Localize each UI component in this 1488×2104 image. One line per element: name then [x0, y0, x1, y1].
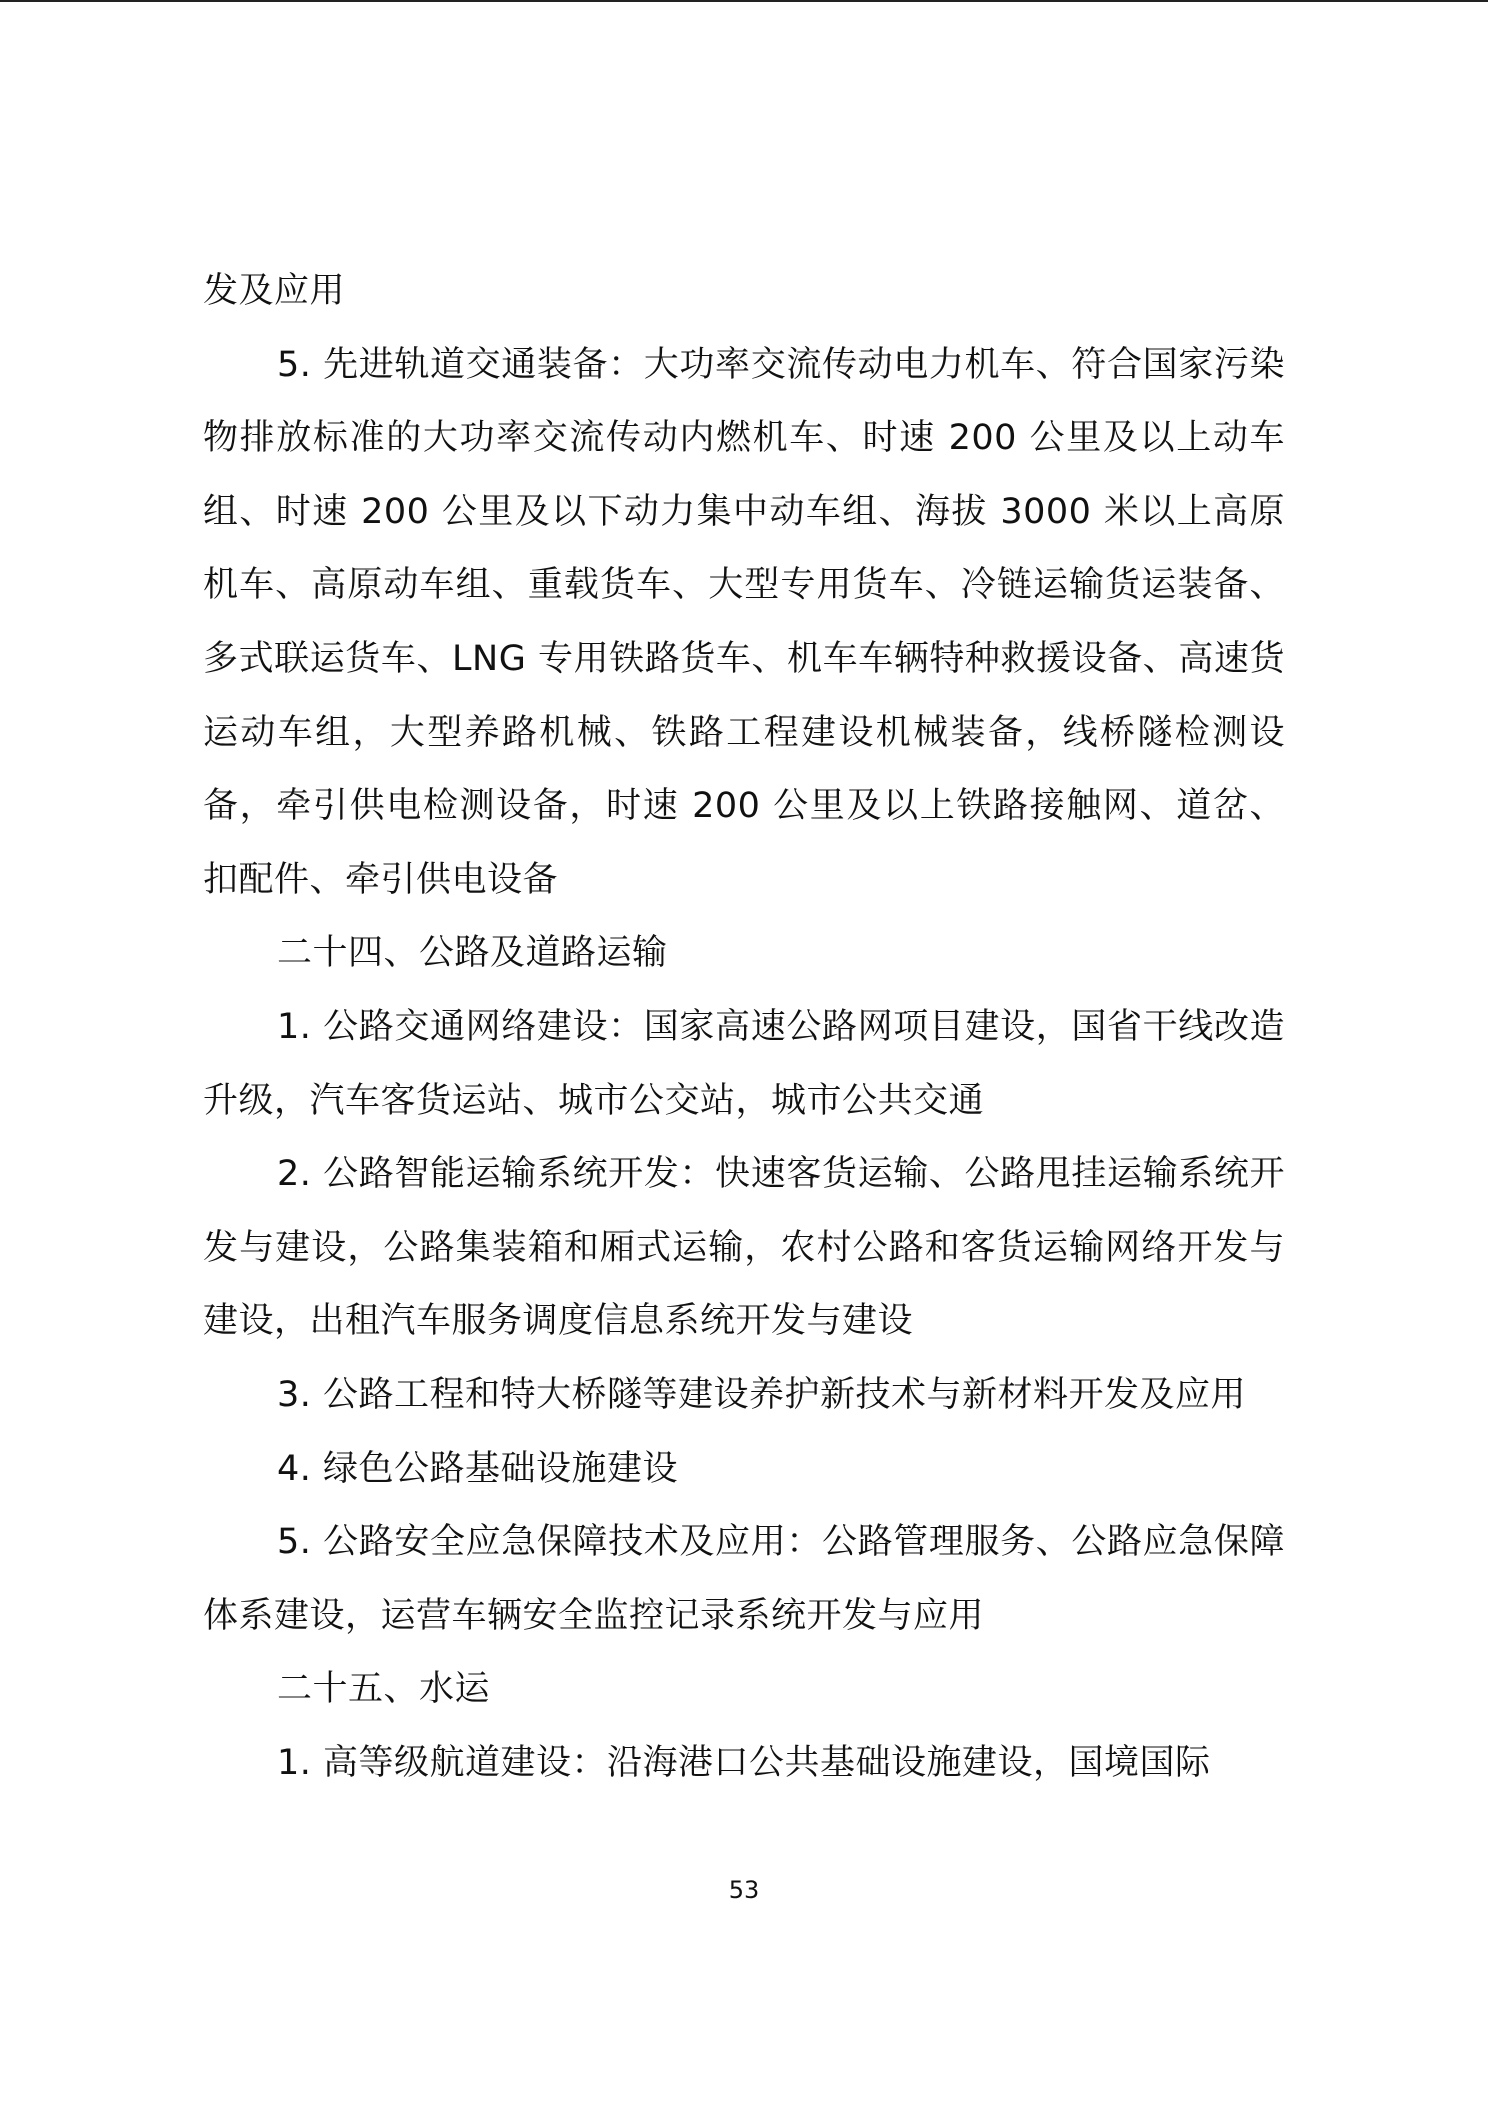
- document-body: [203, 255, 1285, 1800]
- section-heading-highway: 二十四、公路及道路运输: [277, 933, 668, 974]
- paragraph-bridge-tunnel-tech: 3. 公路工程和特大桥隧等建设养护新技术与新材料开发及应用: [277, 1374, 1247, 1415]
- paragraph-waterway-channel: 1. 高等级航道建设：沿海港口公共基础设施建设，国境国际: [277, 1742, 1211, 1783]
- paragraph-intelligent-transport: 2. 公路智能运输系统开发：快速客货运输、公路甩挂运输系统开发与建设，公路集装箱和厢式运输，农村公路和客货运输网络开发与建设，出租汽车服务调度信息系统开发与建设: [203, 1154, 1285, 1342]
- page-number: 53: [728, 1876, 760, 1904]
- paragraph-continuation: 发及应用: [203, 271, 346, 311]
- paragraph-rail-equipment: 5. 先进轨道交通装备：大功率交流传动电力机车、符合国家污染物排放标准的大功率交流传动内燃机车、时速 200 公里及以上动车组、时速 200 公里及以下动力集中动车组、海拔 3000 米以上高原机车、高原动车组、重载货车、大型专用货车、冷链运输货运装备、多式联运货车、LNG 专用铁路货车、机车车辆特种救援设备、高速货运动车组，大型养路机械、铁路工程建设机械装备，线桥隧检测设备，牵引供电检测设备，时速 200 公里及以上铁路接触网、道岔、扣配件、牵引供电设备: [203, 344, 1285, 900]
- paragraph-highway-network: 1. 公路交通网络建设：国家高速公路网项目建设，国省干线改造升级，汽车客货运站、城市公交站，城市公共交通: [203, 1006, 1285, 1121]
- top-border-line: [0, 0, 1488, 2]
- paragraph-green-highway: 4. 绿色公路基础设施建设: [277, 1448, 679, 1489]
- paragraph-highway-safety: 5. 公路安全应急保障技术及应用：公路管理服务、公路应急保障体系建设，运营车辆安全监控记录系统开发与应用: [203, 1522, 1285, 1636]
- section-heading-waterway: 二十五、水运: [277, 1669, 491, 1710]
